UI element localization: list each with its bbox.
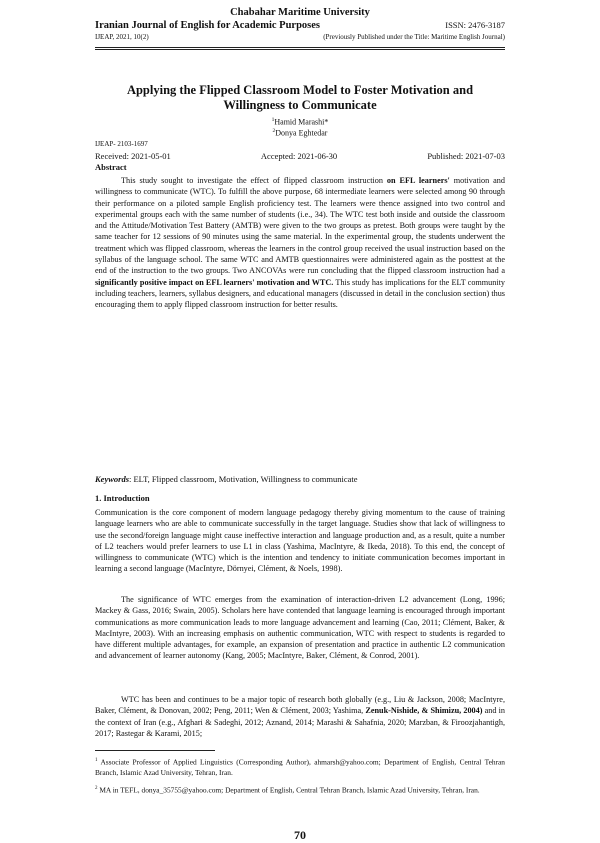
footnote-1-sup: 1 bbox=[95, 758, 98, 763]
journal-name: Iranian Journal of English for Academic Purposes bbox=[95, 20, 320, 31]
page-number: 70 bbox=[294, 828, 306, 842]
footnote-2 bbox=[95, 784, 505, 796]
footnote-1 bbox=[95, 756, 505, 778]
footnote-2-text: MA in TEFL, donya_35755@yahoo.com; Department of English, Central Tehran Branch, Islamic Azad University, Tehran, Iran. bbox=[97, 785, 480, 795]
university-name: Chabahar Maritime University bbox=[230, 7, 370, 18]
abstract-text-3: This study has implications for the ELT community including teachers, learners, syllabus designers, and educational managers (discussed in detail in the conclusion section) thus encouraging them to apply flipped classroom instruction for better results. bbox=[95, 277, 505, 310]
keywords-label: Keywords bbox=[95, 474, 129, 484]
abstract-body bbox=[95, 175, 505, 311]
section-heading-introduction: 1. Introduction bbox=[95, 493, 150, 503]
abstract-text-2: motivation and willingness to communicate (WTC). To fulfill the above purpose, 68 intermediate learners were selected among 90 through their performance on a piloted sample English proficiency test. The learners were thence assigned into two control and experimental groups each with the same number of students (i.e., 34). The WTC test both inside and outside the classroom and the Attitude/Motivation Test Battery (AMTB) were given to the two groups as pretest. Both groups were taught by the same teacher for 12 sessions of 90 minutes using the same material. In the experimental group, the students underwent the treatment which was flipped classroom, whereas the learners in the control group received the usual instruction based on the syllabus of the language school. The same WTC and AMTB questionnaires were administered again as the posttest at the end of the instruction to the two groups. Two ANCOVAs were run concluding that the flipped classroom instruction had a bbox=[95, 176, 505, 276]
intro-paragraph-1: Communication is the core component of modern language pedagogy thereby giving momentum to the cause of training language learners who are able to communicate successfully in the target language. Studies show that lack of willingness to use the second/foreign language might cause ineffective interaction and language production and, as a result, quite a number of L2 teachers would prefer learners to use L1 in class (Yashima, MacIntyre, & Ikeda, 2018). To this end, the concept of willingness to communicate (WTC) which is the intention and tendency to initiate communication becomes important in learning a second language (MacIntyre, Dörnyei, Clément, & Noels, 1998). bbox=[95, 508, 505, 574]
author-2 bbox=[95, 126, 505, 139]
footnote-2-sup: 2 bbox=[95, 786, 98, 791]
abstract-bold-2: significantly positive impact on EFL learners' motivation and WTC. bbox=[95, 277, 334, 287]
abstract-text-1: This study sought to investigate the effect of flipped classroom instruction bbox=[121, 176, 387, 185]
article-dates bbox=[95, 151, 505, 162]
abstract-heading: Abstract bbox=[95, 162, 127, 172]
issn: ISSN: 2476-3187 bbox=[445, 20, 505, 30]
author-1-sup: 1 bbox=[271, 117, 275, 123]
journal-header bbox=[95, 6, 505, 42]
author-2-name: Donya Eghtedar bbox=[275, 128, 328, 138]
abstract-bold-1: on EFL learners' bbox=[386, 176, 450, 185]
previous-title: (Previously Published under the Title: Maritime English Journal) bbox=[323, 33, 505, 41]
published-date: Published: 2021-07-03 bbox=[427, 151, 505, 161]
citation: IJEAP, 2021, 10(2) bbox=[95, 33, 149, 41]
footnote-1-text: Associate Professor of Applied Linguistics (Corresponding Author), ahmarsh@yahoo.com; Department of English, Central Tehran Branch, Islamic Azad University, Tehran, Iran. bbox=[95, 757, 505, 777]
accepted-date: Accepted: 2021-06-30 bbox=[260, 151, 338, 161]
intro-paragraph-2: The significance of WTC emerges from the examination of interaction-driven L2 advancement (Long, 1996; Mackey & Gass, 2016; Swain, 2005). Scholars here have contended that language learning is encouraged through important communications as more communication leads to more language advancement and learning (Cao, 2011; Clément, Baker, & MacIntyre, 2003). With an increasing emphasis on authentic communication, WTC with respect to students is regarded to have different multiple advantages, for example, an expansion of presentation and practice in authentic L2 communication and advancement of learner autonomy (Kang, 2005; MacIntyre, Baker, Clément, & Conrod, 2001). bbox=[95, 595, 505, 661]
keywords-list: : ELT, Flipped classroom, Motivation, Willingness to communicate bbox=[129, 474, 358, 484]
author-1-name: Hamid Marashi* bbox=[274, 117, 329, 127]
intro-paragraph-3 bbox=[95, 694, 505, 739]
header-rule-secondary bbox=[95, 49, 505, 50]
header-rule bbox=[95, 47, 505, 48]
author-2-sup: 2 bbox=[272, 128, 276, 134]
intro-p3-bold: Zenuk-Nishide, & Shimizu, 2004) bbox=[365, 706, 483, 716]
intro-p3-text-1: WTC has been and continues to be a major topic of research both globally (e.g., Liu & Jackson, 2008; MacIntyre, Baker, Clément, & Donovan, 2002; Peng, 2011; Wen & Clément, 2003; Yashima, bbox=[95, 695, 505, 716]
footnote-rule bbox=[95, 750, 215, 751]
received-date: Received: 2021-05-01 bbox=[95, 151, 171, 161]
article-id: IJEAP- 2103-1697 bbox=[95, 140, 148, 148]
keywords bbox=[95, 474, 505, 485]
article-title: Applying the Flipped Classroom Model to Foster Motivation and Willingness to Communicate bbox=[126, 83, 474, 112]
intro-p3-text-2: and in the context of Iran (e.g., Afghari & Sadeghi, 2012; Aznand, 2014; Marashi & Sahafnia, 2020; Marzban, & Firoozjahantigh, 2017; Rastegar & Karami, 2015; bbox=[95, 706, 505, 738]
